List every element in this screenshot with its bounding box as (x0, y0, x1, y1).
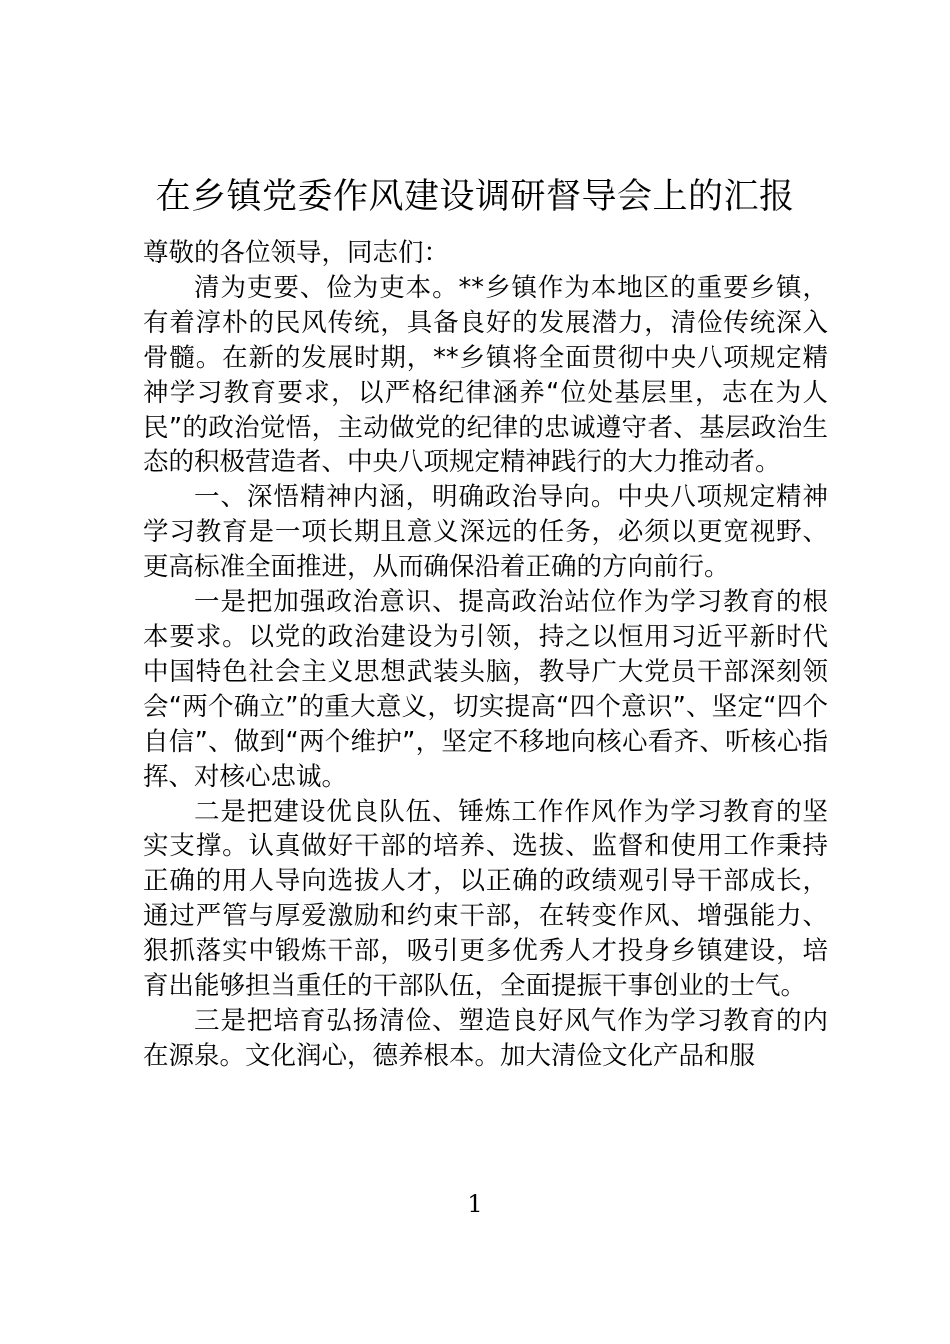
paragraph-section-one: 一、深悟精神内涵，明确政治导向。中央八项规定精神学习教育是一项长期且意义深远的任务，必须以更宽视野、更高标准全面推进，从而确保沿着正确的方向前行。 (143, 482, 828, 583)
salutation: 尊敬的各位领导，同志们： (143, 238, 450, 268)
document-title: 在乡镇党委作风建设调研督导会上的汇报 (155, 177, 795, 217)
paragraph-intro: 清为吏要、俭为吏本。**乡镇作为本地区的重要乡镇，有着淳朴的民风传统，具备良好的发展潜力，清俭传统深入骨髓。在新的发展时期，**乡镇将全面贯彻中央八项规定精神学习教育要求，以严格纪律涵养“位处基层里，志在为人民”的政治觉悟，主动做党的纪律的忠诚遵守者、基层政治生态的积极营造者、中央八项规定精神践行的大力推动者。 (143, 272, 828, 478)
page-number: 1 (467, 1190, 483, 1218)
paragraph-point-three: 三是把培育弘扬清俭、塑造良好风气作为学习教育的内在源泉。文化润心，德养根本。加大清俭文化产品和服 (143, 1005, 828, 1071)
document-body (143, 236, 828, 1074)
paragraph-point-two: 二是把建设优良队伍、锤炼工作作风作为学习教育的坚实支撑。认真做好干部的培养、选拔、监督和使用工作秉持正确的用人导向选拔人才，以正确的政绩观引导干部成长，通过严管与厚爱激励和约束干部，在转变作风、增强能力、狠抓落实中锻炼干部，吸引更多优秀人才投身乡镇建设，培育出能够担当重任的干部队伍，全面提振干事创业的士气。 (143, 796, 828, 1002)
paragraph-point-one: 一是把加强政治意识、提高政治站位作为学习教育的根本要求。以党的政治建设为引领，持之以恒用习近平新时代中国特色社会主义思想武装头脑，教导广大党员干部深刻领会“两个确立”的重大意义，切实提高“四个意识”、坚定“四个自信”、做到“两个维护”，坚定不移地向核心看齐、听核心指挥、对核心忠诚。 (143, 587, 828, 792)
